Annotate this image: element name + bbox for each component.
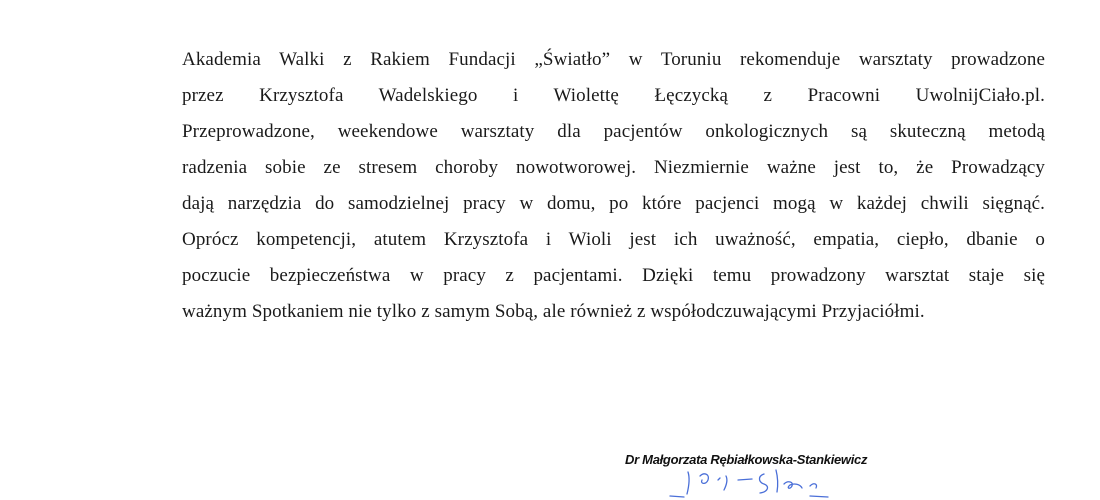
letter-line: przez Krzysztofa Wadelskiego i Wiolettę Łęczycką z Pracowni UwolnijCiało.pl. <box>182 85 1045 106</box>
letter-line: Oprócz kompetencji, atutem Krzysztofa i Wioli jest ich uważność, empatia, ciepło, dbanie o <box>182 229 1045 250</box>
handwritten-signature <box>660 466 860 500</box>
letter-line: dają narzędzia do samodzielnej pracy w domu, po które pacjenci mogą w każdej chwili sięgnąć. <box>182 193 1045 214</box>
letter-line: ważnym Spotkaniem nie tylko z samym Sobą, ale również z współodczuwającymi Przyjaciółmi. <box>182 301 925 322</box>
letter-line: Akademia Walki z Rakiem Fundacji „Światło” w Toruniu rekomenduje warsztaty prowadzone <box>182 49 1045 70</box>
letter-body <box>182 42 1045 330</box>
letter-line: poczucie bezpieczeństwa w pracy z pacjentami. Dzięki temu prowadzony warsztat staje się <box>182 265 1045 286</box>
signatory-name: Dr Małgorzata Rębiałkowska-Stankiewicz <box>625 452 868 467</box>
letter-line: Przeprowadzone, weekendowe warsztaty dla pacjentów onkologicznych są skuteczną metodą <box>182 121 1045 142</box>
letter-line: radzenia sobie ze stresem choroby nowotworowej. Niezmiernie ważne jest to, że Prowadzący <box>182 157 1045 178</box>
